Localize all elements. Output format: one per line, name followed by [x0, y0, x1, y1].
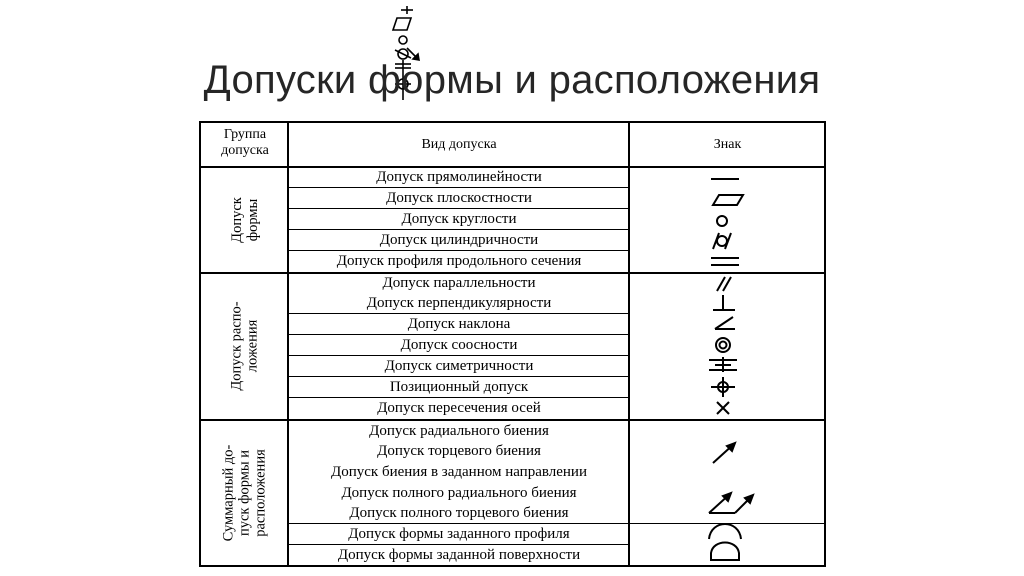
- row-label: Допуск соосности: [400, 337, 518, 353]
- group-total: [201, 420, 288, 565]
- row-label: Допуск цилиндричности: [379, 232, 539, 248]
- row-label: Допуск параллельности: [382, 275, 536, 291]
- group-form: [201, 167, 288, 272]
- cylindricity-icon: [713, 233, 731, 249]
- row-label: Допуск полного торцевого биения: [349, 505, 569, 521]
- profile-section-icon: [711, 258, 739, 265]
- header-sign: Знак: [713, 137, 742, 152]
- row-label: Допуск перпендикулярности: [366, 295, 552, 311]
- angularity-icon: [715, 317, 735, 329]
- symbols-column: [631, 167, 824, 565]
- line-profile-icon: [709, 524, 741, 539]
- tolerance-table: [199, 121, 826, 567]
- slide-title: Допуски формы и расположения: [203, 58, 821, 102]
- concentricity-icon: [716, 338, 730, 352]
- group-label: Суммарный до-: [220, 444, 237, 541]
- row-label: Допуск круглости: [401, 211, 517, 227]
- row-label: Допуск полного радиального биения: [341, 485, 577, 501]
- group-label: ложения: [244, 319, 261, 373]
- row-label: Позиционный допуск: [389, 379, 529, 395]
- flatness-icon: [713, 195, 743, 205]
- perpendicularity-icon: [713, 295, 735, 310]
- row-label: Допуск радиального биения: [369, 423, 549, 439]
- group-label: Допуск распо-: [228, 301, 245, 391]
- row-label: Допуск плоскостности: [386, 190, 532, 206]
- axis-intersection-icon: [717, 402, 729, 414]
- row-label: Допуск симетричности: [384, 358, 534, 374]
- row-label: Допуск наклона: [407, 316, 511, 332]
- row-label: Допуск формы заданного профиля: [348, 526, 570, 542]
- group-label: расположения: [252, 448, 269, 537]
- row-label: Допуск торцевого биения: [377, 443, 541, 459]
- header-group: Группа допуска: [221, 127, 269, 158]
- parallelism-icon: [717, 277, 731, 291]
- row-label: Допуск пересечения осей: [377, 400, 541, 416]
- position-icon: [711, 377, 735, 397]
- row-label: Допуск профиля продольного сечения: [336, 253, 582, 269]
- surface-profile-icon: [711, 543, 739, 561]
- group-label: пуск формы и: [236, 449, 253, 536]
- symmetry-icon: [709, 357, 737, 372]
- header-type: Вид допуска: [421, 137, 497, 152]
- runout-icon: [713, 443, 735, 463]
- row-label: Допуск биения в заданном направлении: [331, 464, 587, 480]
- group-label: Допуск: [228, 196, 245, 243]
- total-runout-icon: [709, 493, 753, 513]
- row-label: Допуск прямолинейности: [376, 169, 542, 185]
- circularity-icon: [717, 216, 727, 226]
- group-label: формы: [244, 198, 261, 241]
- row-label: Допуск формы заданной поверхности: [337, 547, 581, 563]
- group-location: [201, 273, 288, 419]
